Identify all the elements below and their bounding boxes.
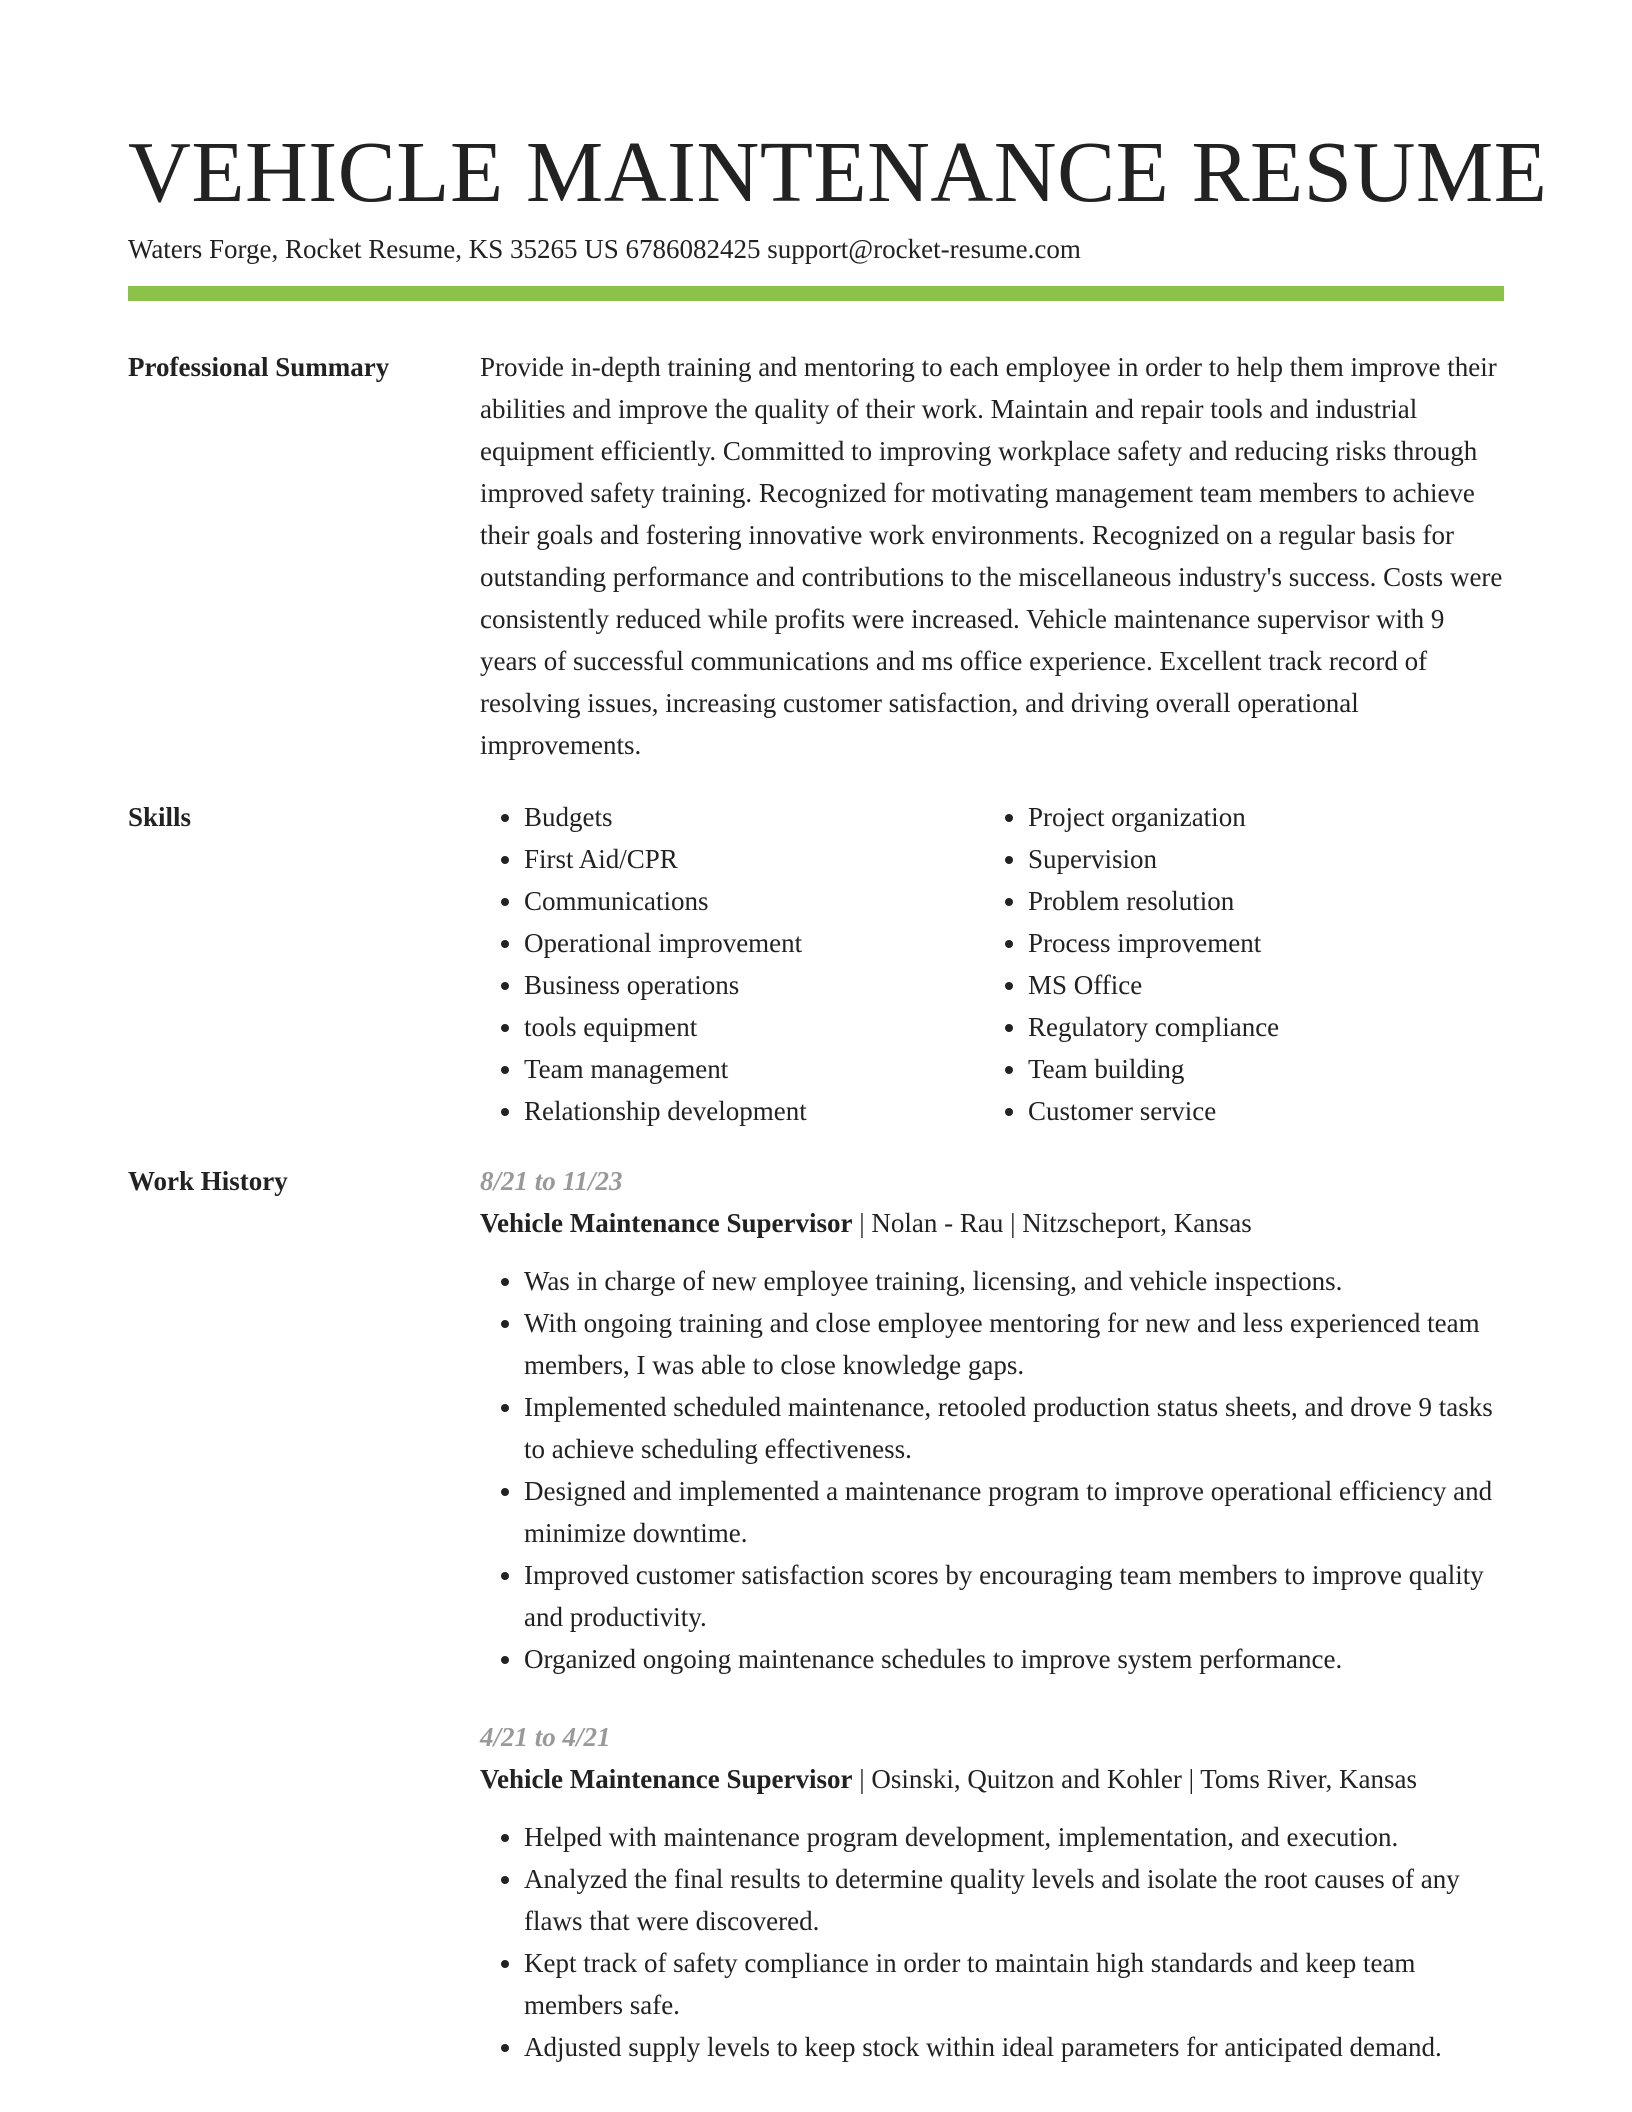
skill-item: • Regulatory compliance (1028, 1006, 1488, 1048)
job-details: | Nolan - Rau | Nitzscheport, Kansas (852, 1208, 1252, 1238)
resume-title: VEHICLE MAINTENANCE RESUME (128, 123, 1548, 220)
job-heading (480, 1202, 1504, 1244)
job-dates: 4/21 to 4/21 (480, 1722, 611, 1752)
contact-email: support@rocket-resume.com (767, 234, 1081, 264)
skill-item: • tools equipment (524, 1006, 984, 1048)
job-bullet: • Adjusted supply levels to keep stock within ideal parameters for anticipated demand. (524, 2026, 1504, 2068)
skill-item: • Team building (1028, 1048, 1488, 1090)
header-divider (128, 286, 1504, 301)
skill-item: • Operational improvement (524, 922, 984, 964)
job-bullet: • Helped with maintenance program development, implementation, and execution. (524, 1816, 1504, 1858)
job-heading (480, 1758, 1504, 1800)
job-bullets (480, 1260, 1504, 1680)
job-bullet: • Kept track of safety compliance in order to maintain high standards and keep team members safe. (524, 1942, 1504, 2026)
skill-item: • Problem resolution (1028, 880, 1488, 922)
skills-body (480, 796, 1504, 1132)
job-title: Vehicle Maintenance Supervisor (480, 1208, 853, 1238)
work-history-label: Work History (128, 1166, 288, 1196)
skill-item: • Process improvement (1028, 922, 1488, 964)
job-bullet: • Designed and implemented a maintenance program to improve operational efficiency and minimize downtime. (524, 1470, 1504, 1554)
skill-item: • First Aid/CPR (524, 838, 984, 880)
job-bullet: • Was in charge of new employee training, licensing, and vehicle inspections. (524, 1260, 1504, 1302)
skill-item: • Project organization (1028, 796, 1488, 838)
skills-label: Skills (128, 802, 192, 832)
job-dates: 8/21 to 11/23 (480, 1166, 623, 1196)
job-title: Vehicle Maintenance Supervisor (480, 1764, 853, 1794)
skill-item: • Supervision (1028, 838, 1488, 880)
job-bullet: • Organized ongoing maintenance schedules to improve system performance. (524, 1638, 1504, 1680)
summary-label: Professional Summary (128, 352, 390, 382)
job-bullets (480, 1816, 1504, 2068)
skill-item: • Relationship development (524, 1090, 984, 1132)
skills-list-left (480, 796, 984, 1132)
job-entry (480, 1160, 1504, 1680)
skill-item: • Budgets (524, 796, 984, 838)
job-bullet: • With ongoing training and close employee mentoring for new and less experienced team members, I was able to close knowledge gaps. (524, 1302, 1504, 1386)
job-bullet: • Implemented scheduled maintenance, retooled production status sheets, and drove 9 tasks to achieve scheduling effectiveness. (524, 1386, 1504, 1470)
skill-item: • Communications (524, 880, 984, 922)
job-bullet: • Analyzed the final results to determine quality levels and isolate the root causes of any flaws that were discovered. (524, 1858, 1504, 1942)
summary-text: Provide in-depth training and mentoring to each employee in order to help them improve their abilities and improve the quality of their work. Maintain and repair tools and industrial equipment efficiently. Committed to improving workplace safety and reducing risks through improved safety training. Recognized for motivating management team members to achieve their goals and fostering innovative work environments. Recognized on a regular basis for outstanding performance and contributions to the miscellaneous industry's success. Costs were consistently reduced while profits were increased. Vehicle maintenance supervisor with 9 years of successful communications and ms office experience. Excellent track record of resolving issues, increasing customer satisfaction, and driving overall operational improvements. (480, 352, 1503, 760)
job-details: | Osinski, Quitzon and Kohler | Toms River, Kansas (852, 1764, 1418, 1794)
contact-address: Waters Forge, Rocket Resume, KS 35265 US (128, 234, 619, 264)
skill-item: • MS Office (1028, 964, 1488, 1006)
skill-item: • Business operations (524, 964, 984, 1006)
work-history-body (480, 1160, 1504, 2104)
contact-line (128, 232, 1081, 266)
skill-item: • Customer service (1028, 1090, 1488, 1132)
skill-item: • Team management (524, 1048, 984, 1090)
skills-list-right (984, 796, 1488, 1132)
summary-body (480, 346, 1504, 766)
job-bullet: • Improved customer satisfaction scores by encouraging team members to improve quality and productivity. (524, 1554, 1504, 1638)
job-entry (480, 1716, 1504, 2068)
contact-phone: 6786082425 (625, 234, 761, 264)
